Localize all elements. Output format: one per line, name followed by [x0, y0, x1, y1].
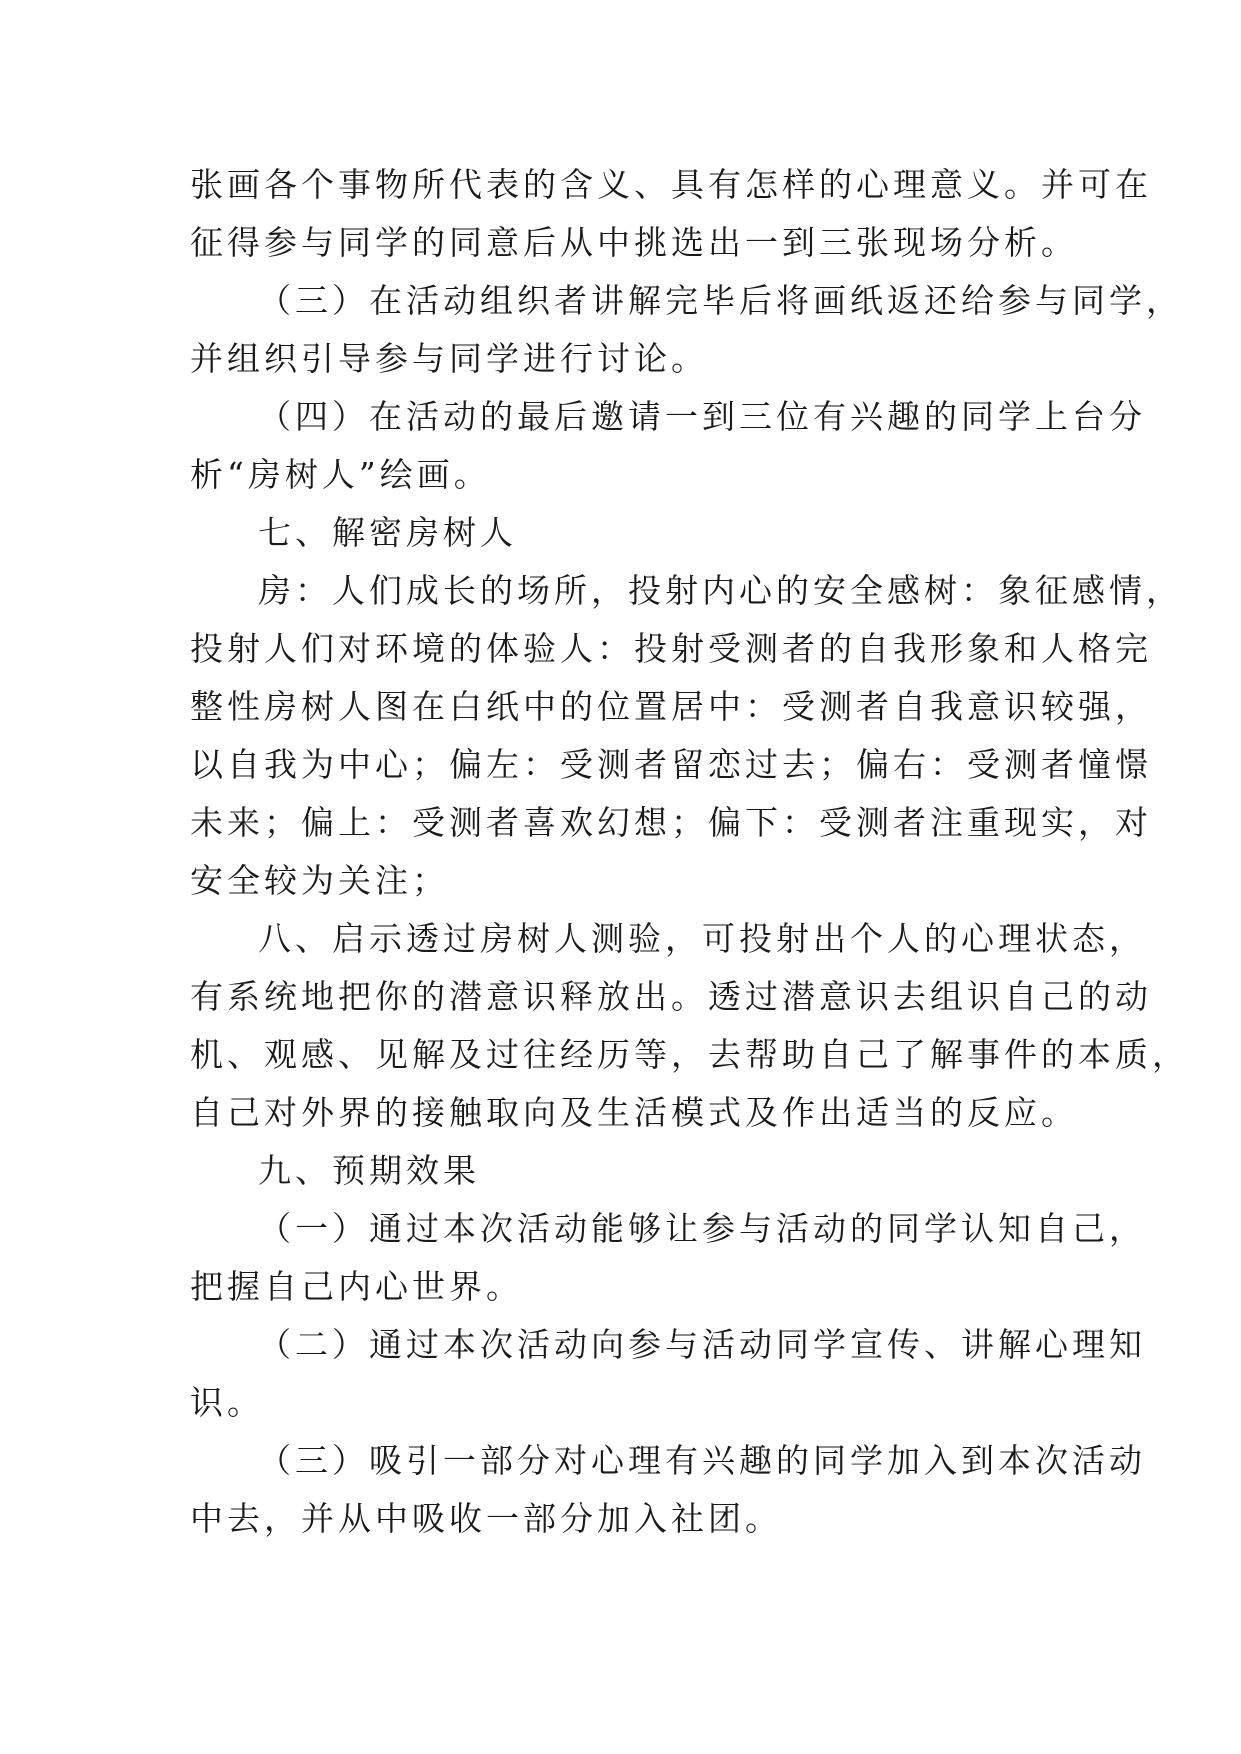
text-line: 析“房树人”绘画。 [190, 455, 491, 494]
text-line: 八、启示透过房树人测验，可投射出个人的心理状态， [258, 919, 1146, 958]
text-line: 整性房树人图在白纸中的位置居中：受测者自我意识较强， [190, 687, 1152, 726]
text-line: 房：人们成长的场所，投射内心的安全感树：象征感情， [258, 571, 1183, 610]
text-line: 机、观感、见解及过往经历等，去帮助自己了解事件的本质， [190, 1035, 1189, 1074]
text-line: 征得参与同学的同意后从中挑选出一到三张现场分析。 [190, 223, 1078, 262]
text-line: 投射人们对环境的体验人：投射受测者的自我形象和人格完 [190, 629, 1152, 668]
text-line: （一）通过本次活动能够让参与活动的同学认知自己， [258, 1209, 1146, 1248]
text-line: （三）在活动组织者讲解完毕后将画纸返还给参与同学， [258, 281, 1183, 320]
text-line: 把握自己内心世界。 [190, 1267, 523, 1306]
text-line: 中去，并从中吸收一部分加入社团。 [190, 1499, 782, 1538]
section-heading: 九、预期效果 [258, 1151, 480, 1190]
section-heading: 七、解密房树人 [258, 513, 517, 552]
text-line: 以自我为中心；偏左：受测者留恋过去；偏右：受测者憧憬 [190, 745, 1152, 784]
text-line: （四）在活动的最后邀请一到三位有兴趣的同学上台分 [258, 397, 1146, 436]
text-line: 并组织引导参与同学进行讨论。 [190, 339, 708, 378]
text-line: 识。 [190, 1383, 264, 1422]
text-line: 未来；偏上：受测者喜欢幻想；偏下：受测者注重现实，对 [190, 803, 1152, 842]
text-line: 自己对外界的接触取向及生活模式及作出适当的反应。 [190, 1093, 1078, 1132]
text-line: 安全较为关注； [190, 861, 449, 900]
text-line: 有系统地把你的潜意识释放出。透过潜意识去组识自己的动 [190, 977, 1152, 1016]
text-line: （二）通过本次活动向参与活动同学宣传、讲解心理知 [258, 1325, 1146, 1364]
text-line: 张画各个事物所代表的含义、具有怎样的心理意义。并可在 [190, 165, 1152, 204]
text-line: （三）吸引一部分对心理有兴趣的同学加入到本次活动 [258, 1441, 1146, 1480]
